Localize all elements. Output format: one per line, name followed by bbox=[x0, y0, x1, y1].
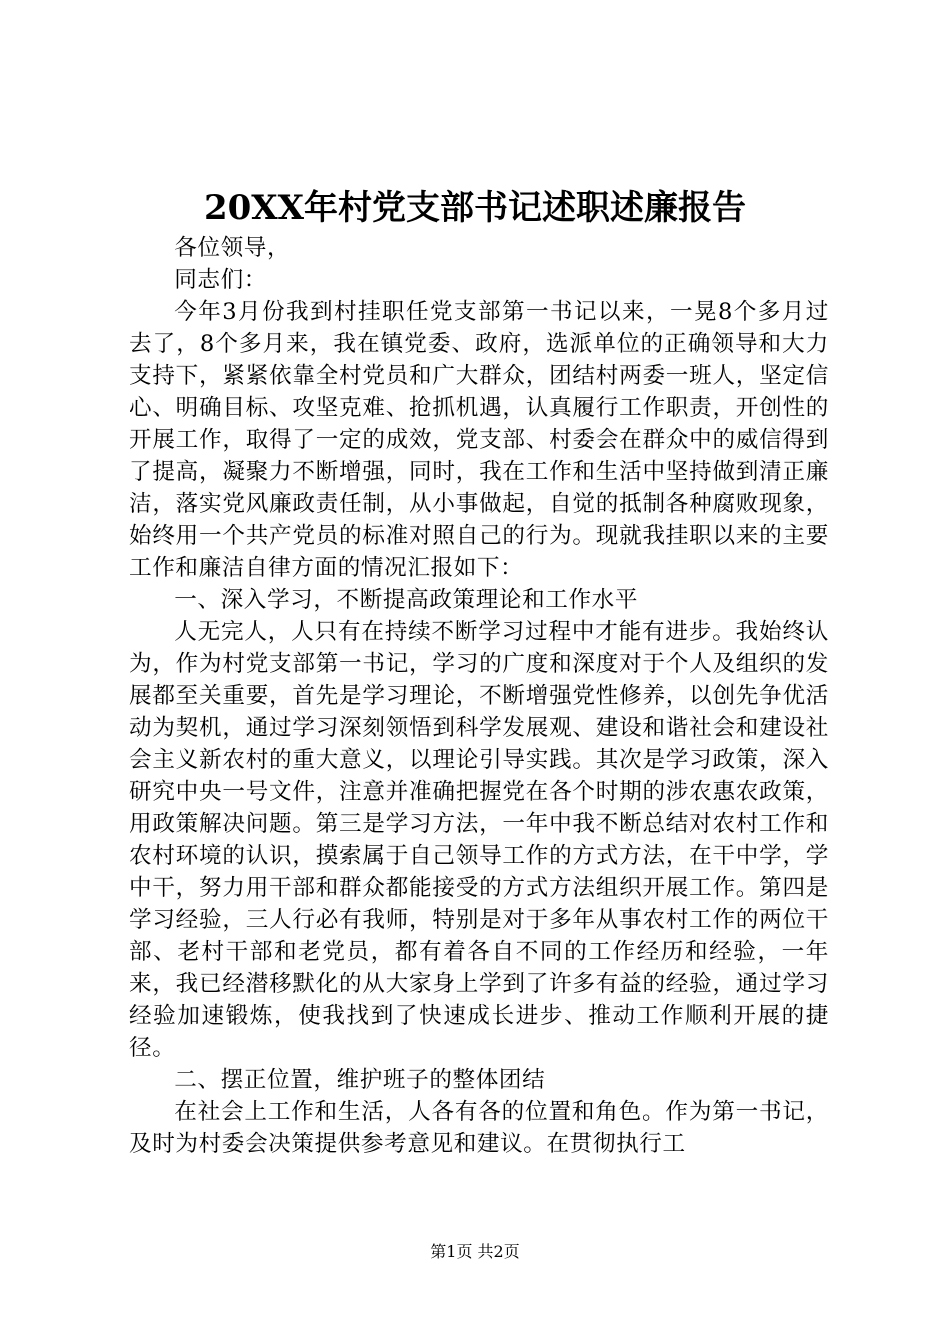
paragraph-intro: 今年3月份我到村挂职任党支部第一书记以来，一晃8个多月过去了，8个多月来，我在镇党委、政府，选派单位的正确领导和大力支持下，紧紧依靠全村党员和广大群众，团结村两委一班人，坚定信心、明确目标、攻坚克难、抢抓机遇，认真履行工作职责，开创性的开展工作，取得了一定的成效，党支部、村委会在群众中的威信得到了提高，凝聚力不断增强，同时，我在工作和生活中坚持做到清正廉洁，落实党风廉政责任制，从小事做起，自觉的抵制各种腐败现象，始终用一个共产党员的标准对照自己的行为。现就我挂职以来的主要工作和廉洁自律方面的情况汇报如下： bbox=[129, 299, 829, 581]
page-number-footer: 第1页 共2页 bbox=[430, 1242, 520, 1261]
salutation-comrades: 同志们： bbox=[174, 267, 267, 293]
paragraph-study: 人无完人，人只有在持续不断学习过程中才能有进步。我始终认为，作为村党支部第一书记，学习的广度和深度对于个人及组织的发展都至关重要，首先是学习理论，不断增强党性修养，以创先争优活动为契机，通过学习深刻领悟到科学发展观、建设和谐社会和建设社会主义新农村的重大意义，以理论引导实践。其次是学习政策，深入研究中央一号文件，注意并准确把握党在各个时期的涉农惠农政策，用政策解决问题。第三是学习方法，一年中我不断总结对农村工作和农村环境的认识，摸索属于自己领导工作的方式方法，在干中学，学中干，努力用干部和群众都能接受的方式方法组织开展工作。第四是学习经验，三人行必有我师，特别是对于多年从事农村工作的两位干部、老村干部和老党员，都有着各自不同的工作经历和经验，一年来，我已经潜移默化的从大家身上学到了许多有益的经验，通过学习经验加速锻炼，使我找到了快速成长进步、推动工作顺利开展的捷径。 bbox=[129, 619, 829, 1061]
document-body bbox=[129, 232, 829, 1160]
paragraph-position: 在社会上工作和生活，人各有各的位置和角色。作为第一书记，及时为村委会决策提供参考意见和建议。在贯彻执行工 bbox=[129, 1099, 829, 1157]
salutation-leaders: 各位领导， bbox=[174, 235, 291, 261]
section-heading-1: 一、深入学习，不断提高政策理论和工作水平 bbox=[174, 587, 639, 613]
section-heading-2: 二、摆正位置，维护班子的整体团结 bbox=[174, 1067, 546, 1093]
document-title: 20XX年村党支部书记述职述廉报告 bbox=[203, 188, 747, 228]
